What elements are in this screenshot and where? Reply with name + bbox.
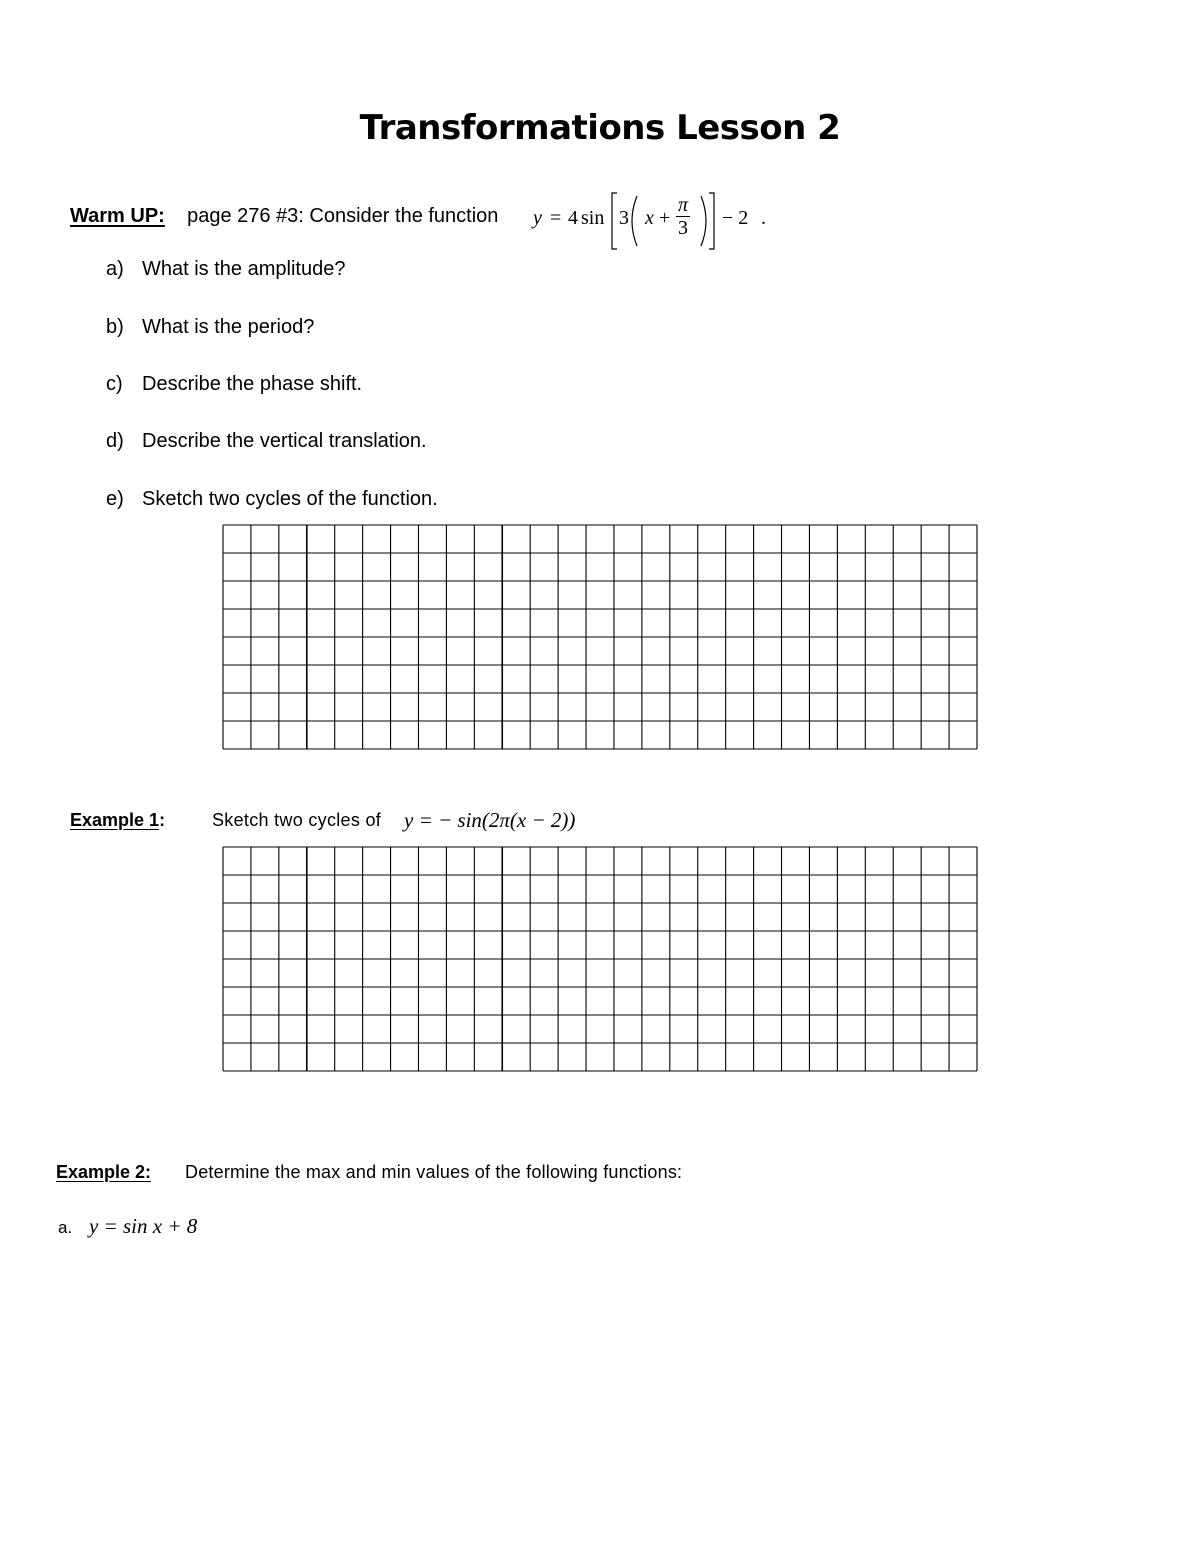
warmup-text: page 276 #3: Consider the function — [187, 205, 499, 227]
example2-text: Determine the max and min values of the following functions: — [185, 1162, 683, 1182]
graph-grid-example1[interactable] — [222, 846, 978, 1072]
example1-line: Example 1: — [70, 810, 166, 830]
eq-func: sin — [581, 207, 605, 229]
eq-frac-den: 3 — [678, 217, 689, 239]
eq-frac-num: π — [678, 194, 689, 216]
eq-equals: = — [550, 207, 562, 229]
question-a: a) What is the amplitude? — [106, 258, 346, 280]
example1-text: Sketch two cycles of — [212, 810, 382, 830]
eq-tail: − 2 — [722, 207, 749, 229]
question-d: d) Describe the vertical translation. — [106, 430, 427, 452]
graph-grid-warmup[interactable] — [222, 524, 978, 750]
example2-label: Example 2: — [56, 1162, 152, 1182]
eq-period: . — [761, 207, 766, 229]
example1-label: Example 1 — [70, 810, 160, 830]
example2-part-a-equation: y = sin x + 8 — [89, 1214, 198, 1238]
eq-fraction — [676, 194, 690, 239]
eq-lhs: y — [533, 207, 542, 229]
page-title: Transformations Lesson 2 — [359, 108, 841, 148]
example2-part-a-letter: a. — [58, 1218, 73, 1237]
eq-plus: + — [659, 207, 671, 229]
eq-coef: 4 — [568, 207, 578, 229]
warmup-label: Warm UP: — [70, 205, 165, 227]
eq-inner-coef: 3 — [619, 207, 629, 229]
question-b: b) What is the period? — [106, 316, 315, 338]
eq-var: x — [645, 207, 654, 229]
warmup-line — [70, 205, 498, 228]
question-c: c) Describe the phase shift. — [106, 373, 363, 395]
question-e: e) Sketch two cycles of the function. — [106, 488, 438, 510]
example1-equation: y = − sin(2π(x − 2)) — [404, 808, 576, 832]
